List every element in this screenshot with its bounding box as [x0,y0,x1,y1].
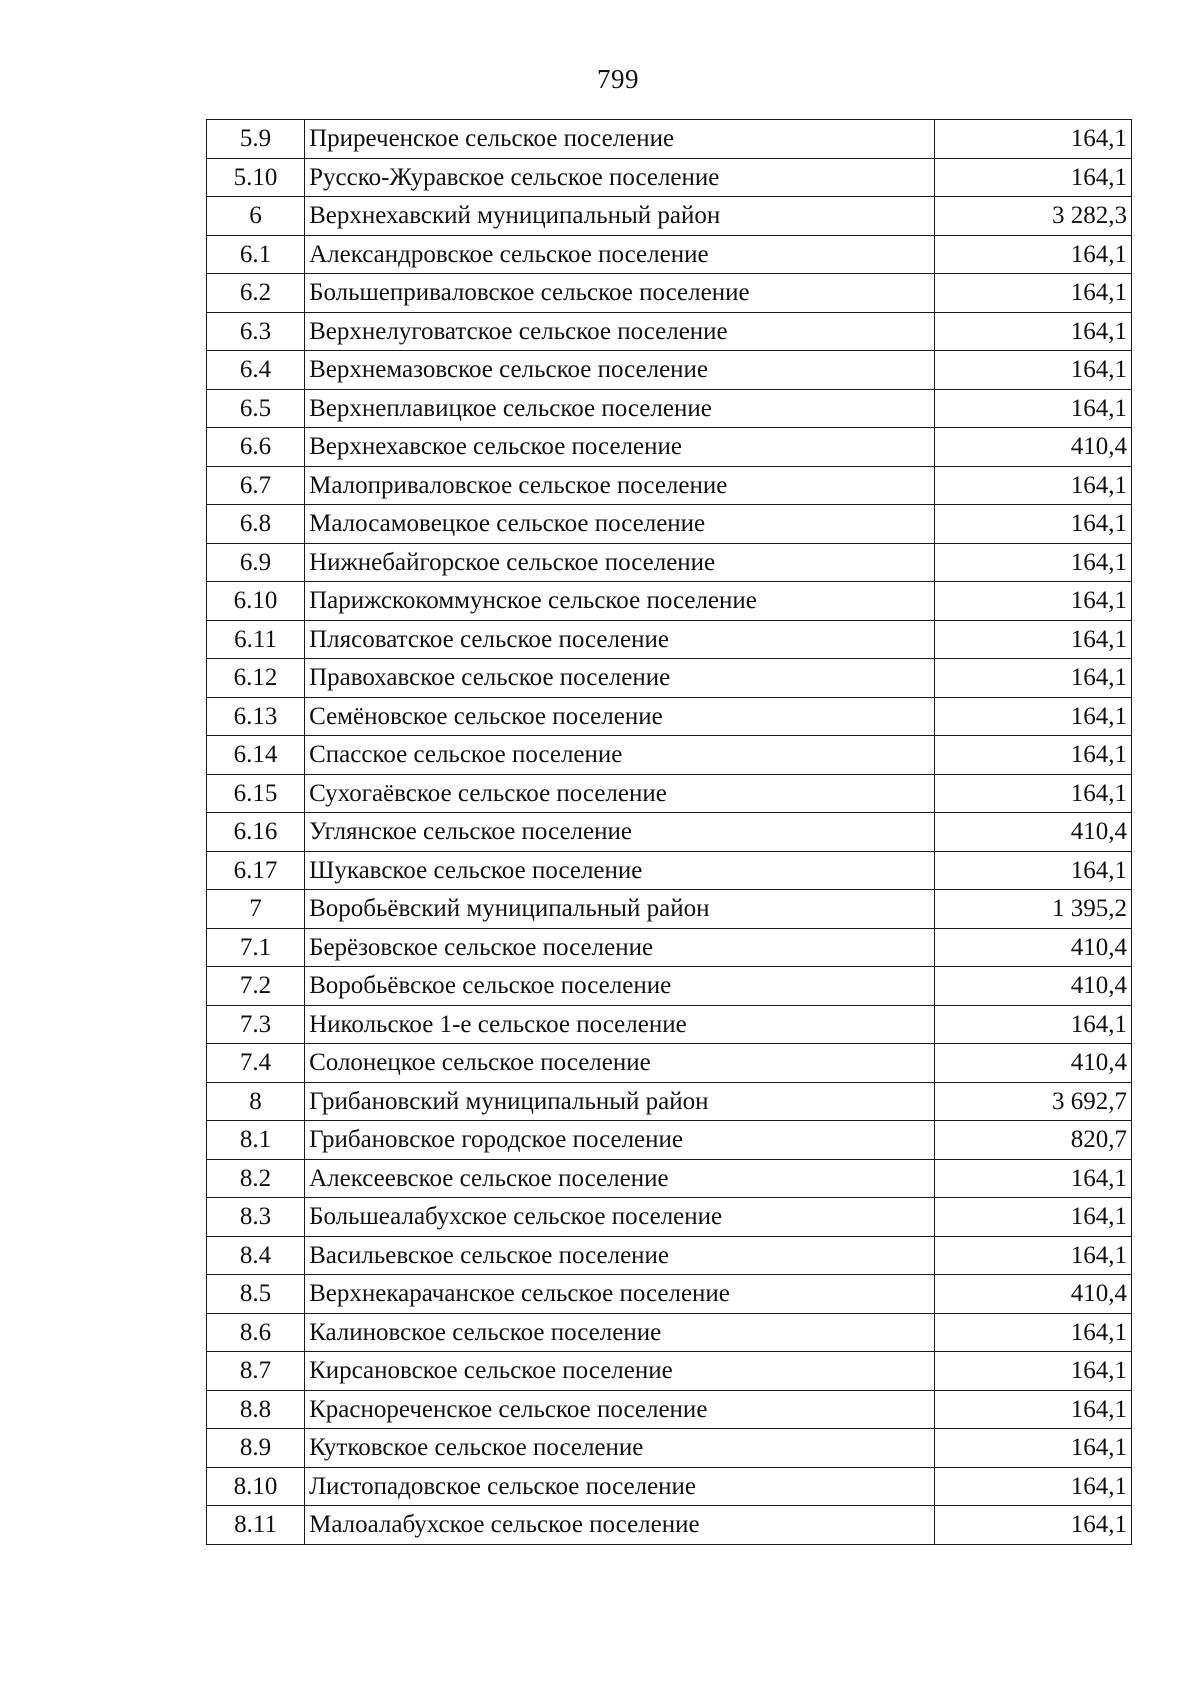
row-number-cell: 6.16 [207,813,305,852]
row-number-cell: 5.10 [207,158,305,197]
table-row [207,620,1132,659]
row-number-cell: 6.6 [207,428,305,467]
amount-cell: 164,1 [934,158,1131,197]
row-number-cell: 8.1 [207,1121,305,1160]
amount-cell: 164,1 [934,235,1131,274]
settlement-name-cell: Кирсановское сельское поселение [305,1352,935,1391]
row-number-cell: 6.14 [207,736,305,775]
amount-cell: 820,7 [934,1121,1131,1160]
allocation-table [206,119,1132,1545]
row-number-cell: 5.9 [207,120,305,159]
amount-cell: 164,1 [934,351,1131,390]
row-number-cell: 6.12 [207,659,305,698]
table-row [207,1390,1132,1429]
amount-cell: 410,4 [934,928,1131,967]
amount-cell: 164,1 [934,274,1131,313]
settlement-name-cell: Верхнемазовское сельское поселение [305,351,935,390]
amount-cell: 164,1 [934,1236,1131,1275]
row-number-cell: 7.4 [207,1044,305,1083]
settlement-name-cell: Берёзовское сельское поселение [305,928,935,967]
row-number-cell: 7.3 [207,1005,305,1044]
amount-cell: 164,1 [934,1352,1131,1391]
table-row [207,659,1132,698]
row-number-cell: 6 [207,197,305,236]
table-row [207,928,1132,967]
table-row [207,158,1132,197]
amount-cell: 164,1 [934,1159,1131,1198]
amount-cell: 164,1 [934,389,1131,428]
table-row [207,1429,1132,1468]
row-number-cell: 8.9 [207,1429,305,1468]
row-number-cell: 6.7 [207,466,305,505]
amount-cell: 164,1 [934,1198,1131,1237]
settlement-name-cell: Верхнехавское сельское поселение [305,428,935,467]
amount-cell: 164,1 [934,659,1131,698]
table-row [207,1121,1132,1160]
row-number-cell: 8.7 [207,1352,305,1391]
table-row [207,1159,1132,1198]
amount-cell: 164,1 [934,1429,1131,1468]
table-row [207,890,1132,929]
settlement-name-cell: Верхнекарачанское сельское поселение [305,1275,935,1314]
settlement-name-cell: Приреченское сельское поселение [305,120,935,159]
page-number: 799 [597,64,639,94]
row-number-cell: 8.2 [207,1159,305,1198]
settlement-name-cell: Краснореченское сельское поселение [305,1390,935,1429]
settlement-name-cell: Сухогаёвское сельское поселение [305,774,935,813]
table-row [207,235,1132,274]
table-row [207,312,1132,351]
settlement-name-cell: Углянское сельское поселение [305,813,935,852]
amount-cell: 164,1 [934,543,1131,582]
row-number-cell: 6.3 [207,312,305,351]
row-number-cell: 7.1 [207,928,305,967]
settlement-name-cell: Малосамовецкое сельское поселение [305,505,935,544]
table-row [207,389,1132,428]
settlement-name-cell: Парижскокоммунское сельское поселение [305,582,935,621]
settlement-name-cell: Верхнехавский муниципальный район [305,197,935,236]
table-row [207,505,1132,544]
settlement-name-cell: Большеалабухское сельское поселение [305,1198,935,1237]
table-row [207,1313,1132,1352]
row-number-cell: 6.2 [207,274,305,313]
row-number-cell: 8.5 [207,1275,305,1314]
amount-cell: 164,1 [934,1467,1131,1506]
row-number-cell: 7 [207,890,305,929]
amount-cell: 3 692,7 [934,1082,1131,1121]
table-row [207,1352,1132,1391]
table-row [207,736,1132,775]
settlement-name-cell: Калиновское сельское поселение [305,1313,935,1352]
table-row [207,543,1132,582]
row-number-cell: 7.2 [207,967,305,1006]
table-row [207,697,1132,736]
amount-cell: 410,4 [934,1275,1131,1314]
row-number-cell: 6.13 [207,697,305,736]
amount-cell: 164,1 [934,1390,1131,1429]
amount-cell: 164,1 [934,312,1131,351]
amount-cell: 164,1 [934,505,1131,544]
settlement-name-cell: Малоприваловское сельское поселение [305,466,935,505]
table-row [207,351,1132,390]
amount-cell: 1 395,2 [934,890,1131,929]
table-row [207,774,1132,813]
table-row [207,1506,1132,1545]
table-row [207,1044,1132,1083]
settlement-name-cell: Никольское 1-е сельское поселение [305,1005,935,1044]
amount-cell: 164,1 [934,1005,1131,1044]
amount-cell: 164,1 [934,774,1131,813]
amount-cell: 164,1 [934,120,1131,159]
row-number-cell: 6.5 [207,389,305,428]
settlement-name-cell: Александровское сельское поселение [305,235,935,274]
amount-cell: 164,1 [934,851,1131,890]
row-number-cell: 6.11 [207,620,305,659]
row-number-cell: 8 [207,1082,305,1121]
settlement-name-cell: Алексеевское сельское поселение [305,1159,935,1198]
settlement-name-cell: Грибановский муниципальный район [305,1082,935,1121]
table-row [207,851,1132,890]
row-number-cell: 6.17 [207,851,305,890]
row-number-cell: 6.1 [207,235,305,274]
table-row [207,582,1132,621]
amount-cell: 410,4 [934,813,1131,852]
row-number-cell: 6.4 [207,351,305,390]
amount-cell: 164,1 [934,1313,1131,1352]
amount-cell: 410,4 [934,428,1131,467]
settlement-name-cell: Верхнелуговатское сельское поселение [305,312,935,351]
table-row [207,428,1132,467]
table-row [207,197,1132,236]
amount-cell: 164,1 [934,697,1131,736]
row-number-cell: 8.11 [207,1506,305,1545]
settlement-name-cell: Малоалабухское сельское поселение [305,1506,935,1545]
settlement-name-cell: Правохавское сельское поселение [305,659,935,698]
settlement-name-cell: Спасское сельское поселение [305,736,935,775]
settlement-name-cell: Листопадовское сельское поселение [305,1467,935,1506]
amount-cell: 3 282,3 [934,197,1131,236]
row-number-cell: 8.10 [207,1467,305,1506]
row-number-cell: 6.8 [207,505,305,544]
settlement-name-cell: Шукавское сельское поселение [305,851,935,890]
settlement-name-cell: Васильевское сельское поселение [305,1236,935,1275]
amount-cell: 164,1 [934,466,1131,505]
settlement-name-cell: Нижнебайгорское сельское поселение [305,543,935,582]
row-number-cell: 6.10 [207,582,305,621]
amount-cell: 164,1 [934,582,1131,621]
settlement-name-cell: Кутковское сельское поселение [305,1429,935,1468]
settlement-name-cell: Большеприваловское сельское поселение [305,274,935,313]
table-row [207,1005,1132,1044]
row-number-cell: 6.15 [207,774,305,813]
table-row [207,466,1132,505]
amount-cell: 410,4 [934,967,1131,1006]
settlement-name-cell: Воробьёвский муниципальный район [305,890,935,929]
row-number-cell: 8.4 [207,1236,305,1275]
settlement-name-cell: Солонецкое сельское поселение [305,1044,935,1083]
table-row [207,1198,1132,1237]
amount-cell: 164,1 [934,620,1131,659]
row-number-cell: 8.6 [207,1313,305,1352]
settlement-name-cell: Семёновское сельское поселение [305,697,935,736]
settlement-name-cell: Русско-Журавское сельское поселение [305,158,935,197]
settlement-name-cell: Воробьёвское сельское поселение [305,967,935,1006]
settlement-name-cell: Грибановское городское поселение [305,1121,935,1160]
amount-cell: 164,1 [934,736,1131,775]
table-row [207,1236,1132,1275]
table-row [207,274,1132,313]
amount-cell: 164,1 [934,1506,1131,1545]
settlement-name-cell: Верхнеплавицкое сельское поселение [305,389,935,428]
row-number-cell: 8.8 [207,1390,305,1429]
row-number-cell: 6.9 [207,543,305,582]
table-body [207,120,1132,1545]
table-row [207,1467,1132,1506]
table-row [207,967,1132,1006]
amount-cell: 410,4 [934,1044,1131,1083]
table-row [207,1275,1132,1314]
row-number-cell: 8.3 [207,1198,305,1237]
table-row [207,1082,1132,1121]
table-row [207,813,1132,852]
table-row [207,120,1132,159]
settlement-name-cell: Плясоватское сельское поселение [305,620,935,659]
